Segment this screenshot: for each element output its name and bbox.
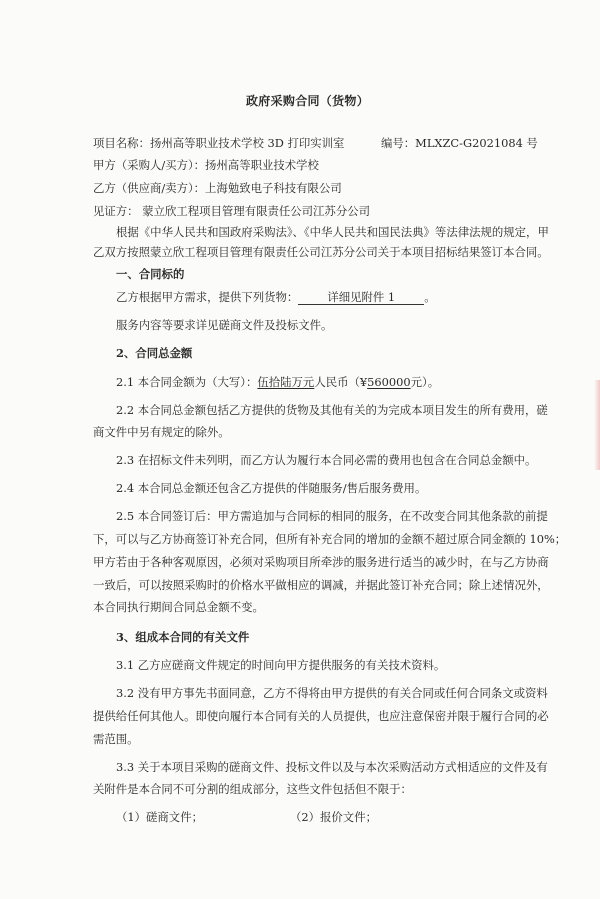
clause-3-3-line-1: 3.3 关于本项目采购的磋商文件、投标文件以及与本次采购活动方式相适应的文件及有 bbox=[116, 760, 548, 774]
clause-2-5-line-3: 甲方若由于各种客观原因，必须对采购项目所牵涉的服务进行适当的减少时，在与乙方协商 bbox=[93, 555, 549, 569]
clause-3-1: 3.1 乙方应磋商文件规定的时间向甲方提供服务的有关技术资料。 bbox=[116, 658, 446, 672]
clause-2-4: 2.4 本合同总金额还包含乙方提供的伴随服务/售后服务费用。 bbox=[116, 481, 427, 495]
clause-3-3-line-2: 关附件是本合同不可分割的组成部分，这些文件包括但不限于： bbox=[93, 782, 412, 796]
currency-label: 人民币（¥ bbox=[314, 375, 368, 389]
witness-party: 见证方： 蒙立欣工程项目管理有限责任公司江苏分公司 bbox=[93, 204, 370, 218]
clause-3-2-line-2: 提供给任何其他人。即使向履行本合同有关的人员提供，也应注意保密并限于履行合同的必 bbox=[93, 709, 549, 723]
list-item-1: （1）磋商文件； bbox=[116, 810, 203, 824]
amount-in-words: 伍拾陆万元 bbox=[257, 375, 315, 389]
clause-2-5-line-2: 下，可以与乙方协商签订补充合同，但所有补充合同的增加的金额不超过原合同金额的 10%； bbox=[93, 532, 567, 546]
intro-line-2: 乙双方按照蒙立欣工程项目管理有限责任公司江苏分公司关于本项目招标结果签订本合同。 bbox=[93, 245, 549, 259]
amount-label: 2.1 本合同金额为（大写）： bbox=[116, 375, 258, 389]
page-title: 政府采购合同（货物） bbox=[246, 94, 370, 108]
amount-end: 元）。 bbox=[410, 375, 440, 389]
clause-2-3: 2.3 在招标文件未列明，而乙方认为履行本合同必需的费用也包含在合同总金额中。 bbox=[116, 453, 537, 467]
clause-2-2-line-2: 商文件中另有规定的除外。 bbox=[93, 425, 230, 439]
party-a: 甲方（采购人/买方）：扬州高等职业技术学校 bbox=[93, 158, 319, 172]
clause-2-5-line-5: 本合同执行期间合同总金额不变。 bbox=[93, 600, 264, 614]
clause-2-2-line-1: 2.2 本合同总金额包括乙方提供的货物及其他有关的为完成本项目发生的所有费用，磋 bbox=[116, 403, 548, 417]
section-3-heading: 3、组成本合同的有关文件 bbox=[116, 630, 250, 644]
amount-in-figures: 560000 bbox=[367, 375, 411, 389]
page-edge-stamp-mark bbox=[594, 380, 600, 470]
clause-3-2-line-3: 需范围。 bbox=[93, 732, 139, 746]
goods-label: 乙方根据甲方需求，提供下列货物： bbox=[116, 290, 299, 304]
section-1-goods-line bbox=[116, 290, 436, 305]
section-2-heading: 2、合同总金额 bbox=[116, 346, 193, 360]
contract-number: 编号：MLXZC-G2021084 号 bbox=[381, 136, 538, 150]
clause-2-5-line-4: 一致后，可以按照采购时的价格水平做相应的调减，并据此签订补充合同；除上述情况外， bbox=[93, 578, 549, 592]
party-b: 乙方（供应商/卖方）：上海勉致电子科技有限公司 bbox=[93, 181, 342, 195]
clause-2-5-line-1: 2.5 本合同签订后：甲方需追加与合同标的相同的服务，在不改变合同其他条款的前提 bbox=[116, 509, 548, 523]
goods-value: 详细见附件 1 bbox=[298, 290, 424, 305]
section-1-heading: 一、合同标的 bbox=[116, 267, 185, 281]
clause-2-1 bbox=[116, 375, 439, 389]
section-1-service-line: 服务内容等要求详见磋商文件及投标文件。 bbox=[116, 318, 333, 332]
project-name: 项目名称：扬州高等职业技术学校 3D 打印实训室 bbox=[93, 136, 345, 150]
list-item-2: （2）报价文件； bbox=[290, 810, 377, 824]
intro-line-1: 根据《中华人民共和国政府采购法》、《中华人民共和国民法典》等法律法规的规定，甲 bbox=[116, 225, 549, 239]
goods-end: 。 bbox=[424, 290, 436, 304]
clause-3-2-line-1: 3.2 没有甲方事先书面同意，乙方不得将由甲方提供的有关合同或任何合同条文或资料 bbox=[116, 686, 548, 700]
